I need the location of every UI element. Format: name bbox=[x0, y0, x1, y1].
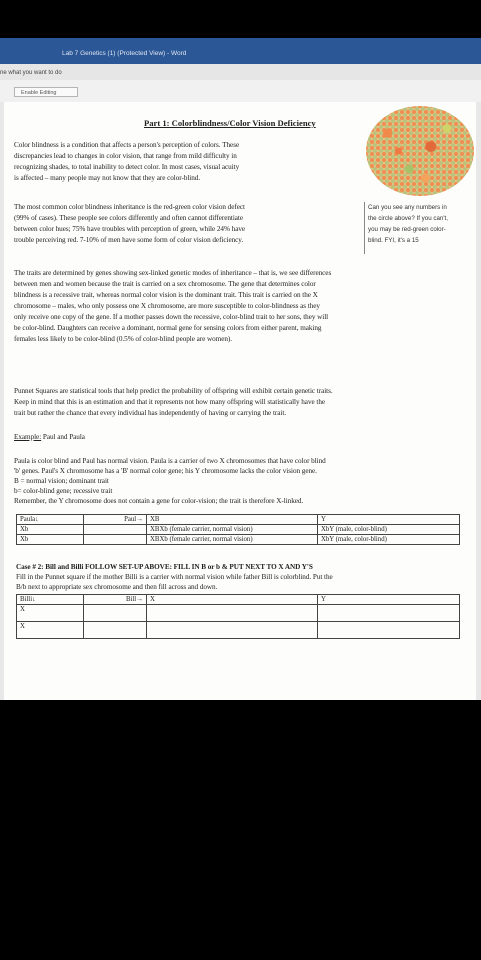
table-cell[interactable] bbox=[147, 622, 318, 639]
screen-bezel bbox=[0, 700, 481, 960]
protected-view-bar bbox=[0, 80, 481, 103]
text-line: only receive one copy of the gene. If a mother passes down the recessive, color-blind trait to her sons, they will bbox=[14, 313, 329, 321]
example-heading bbox=[14, 432, 85, 443]
paragraph-example bbox=[14, 456, 472, 506]
text-line: B/b next to appropriate sex chromosome and then fill across and down. bbox=[16, 583, 218, 591]
table-cell: Y bbox=[318, 595, 460, 605]
text-line: between color hues; 75% have troubles with perception of green, while 24% have bbox=[14, 225, 246, 233]
table-cell: Paul→ bbox=[84, 515, 147, 525]
table-cell: Xb bbox=[17, 535, 84, 545]
paragraph-punnet bbox=[14, 386, 472, 419]
caption-line: the circle above? If you can't, bbox=[368, 215, 448, 222]
caption-line: you may be red-green color- bbox=[368, 226, 446, 233]
table-cell bbox=[84, 535, 147, 545]
text-line: B = normal vision; dominant trait bbox=[14, 477, 109, 485]
document-area bbox=[0, 102, 481, 700]
text-line: Paula is color blind and Paul has normal vision. Paula is a carrier of two X chromosomes that have color blind bbox=[14, 457, 326, 465]
image-caption bbox=[368, 202, 476, 246]
paragraph-traits bbox=[14, 268, 472, 345]
table-cell: Xb bbox=[17, 525, 84, 535]
table-cell[interactable] bbox=[318, 605, 460, 622]
paragraph-intro bbox=[14, 140, 362, 184]
text-line: The most common color blindness inheritance is the red-green color vision defect bbox=[14, 203, 245, 211]
table-cell[interactable]: X bbox=[17, 605, 84, 622]
caption-line: blind. FYI, it's a 15 bbox=[368, 237, 419, 244]
text-line: Punnet Squares are statistical tools that help predict the probability of offspring will exhibit certain genetic traits. bbox=[14, 387, 333, 395]
enable-editing-button[interactable]: Enable Editing bbox=[14, 87, 78, 97]
table-cell: Bill→ bbox=[84, 595, 147, 605]
table-cell[interactable] bbox=[318, 622, 460, 639]
caption-line: Can you see any numbers in bbox=[368, 204, 447, 211]
text-line: between men and women because the trait is carried on a sex chromosome. The gene that determines color bbox=[14, 280, 316, 288]
title-bar bbox=[0, 38, 481, 64]
table-cell[interactable] bbox=[84, 622, 147, 639]
text-line: 'b' genes. Paul's X chromosome has a 'B' normal color gene; his Y chromosome lacks the color vision gene. bbox=[14, 467, 317, 475]
text-line: blindness is a recessive trait, whereas normal color vision is the dominant trait. This trait is carried on the X bbox=[14, 291, 318, 299]
text-line: Keep in mind that this is an estimation and that it represents not how many offspring will statistically have the bbox=[14, 398, 326, 406]
table-cell: X bbox=[147, 595, 318, 605]
text-line: Remember, the Y chromosome does not contain a gene for color-vision; the trait is therefore X-linked. bbox=[14, 497, 304, 505]
table-cell: Y bbox=[318, 515, 460, 525]
window-title: Lab 7 Genetics (1) (Protected View) - Word bbox=[62, 50, 187, 57]
table-cell: XB bbox=[147, 515, 318, 525]
text-line: is affected – many people may not know that they are color-blind. bbox=[14, 174, 201, 182]
case-instructions bbox=[16, 572, 474, 592]
table-cell: XbY (male, color-blind) bbox=[318, 525, 460, 535]
caption-divider bbox=[364, 202, 365, 254]
tell-me-search[interactable]: ne what you want to do bbox=[0, 70, 62, 76]
table-cell bbox=[84, 525, 147, 535]
text-line: chromosome – males, who only possess one X chromosome, are more susceptible to color-blindness as they bbox=[14, 302, 320, 310]
paragraph-inheritance bbox=[14, 202, 364, 246]
table-cell: Paula↓ bbox=[17, 515, 84, 525]
text-line: recognizing shades, to total inability to detect color. In most cases, visual acuity bbox=[14, 163, 240, 171]
page-title: Part 1: Colorblindness/Color Vision Deficiency bbox=[144, 118, 316, 128]
punnet-table-example bbox=[16, 514, 460, 545]
text-line: trait but rather the chance that every individual has independently of having or carrying the trait. bbox=[14, 409, 287, 417]
text-line: females less likely to be color-blind (0.5% of color-blind people are women). bbox=[14, 335, 233, 343]
example-label: Example: bbox=[14, 433, 42, 441]
text-line: trouble perceiving red. 7-10% of men have some form of color vision deficiency. bbox=[14, 236, 244, 244]
ribbon-bar bbox=[0, 64, 481, 80]
table-cell: XBXb (female carrier, normal vision) bbox=[147, 535, 318, 545]
text-line: be color-blind. Daughters can receive a dominant, normal gene for sensing colors from either parent, making bbox=[14, 324, 322, 332]
table-cell[interactable] bbox=[84, 605, 147, 622]
example-names: Paul and Paula bbox=[41, 433, 85, 441]
text-line: The traits are determined by genes showing sex-linked genetic modes of inheritance – that is, we see differences bbox=[14, 269, 332, 277]
ishihara-plate-image bbox=[366, 106, 474, 196]
punnet-table-case2 bbox=[16, 594, 460, 639]
table-cell[interactable] bbox=[147, 605, 318, 622]
table-cell[interactable]: X bbox=[17, 622, 84, 639]
table-cell: XBXb (female carrier, normal vision) bbox=[147, 525, 318, 535]
text-line: Fill in the Punnet square if the mother Billi is a carrier with normal vision while father Bill is colorblind. Put the bbox=[16, 573, 333, 581]
table-cell: XbY (male, color-blind) bbox=[318, 535, 460, 545]
case-heading: Case # 2: Bill and Billi FOLLOW SET-UP ABOVE: FILL IN B or b & PUT NEXT TO X AND Y'S bbox=[16, 563, 313, 571]
document-page bbox=[4, 102, 476, 700]
text-line: discrepancies lead to changes in color vision, that range from mild difficulty in bbox=[14, 152, 237, 160]
table-cell: Billi↓ bbox=[17, 595, 84, 605]
text-line: (99% of cases). These people see colors differently and often cannot differentiate bbox=[14, 214, 244, 222]
text-line: b= color-blind gene; recessive trait bbox=[14, 487, 113, 495]
text-line: Color blindness is a condition that affects a person's perception of colors. These bbox=[14, 141, 240, 149]
